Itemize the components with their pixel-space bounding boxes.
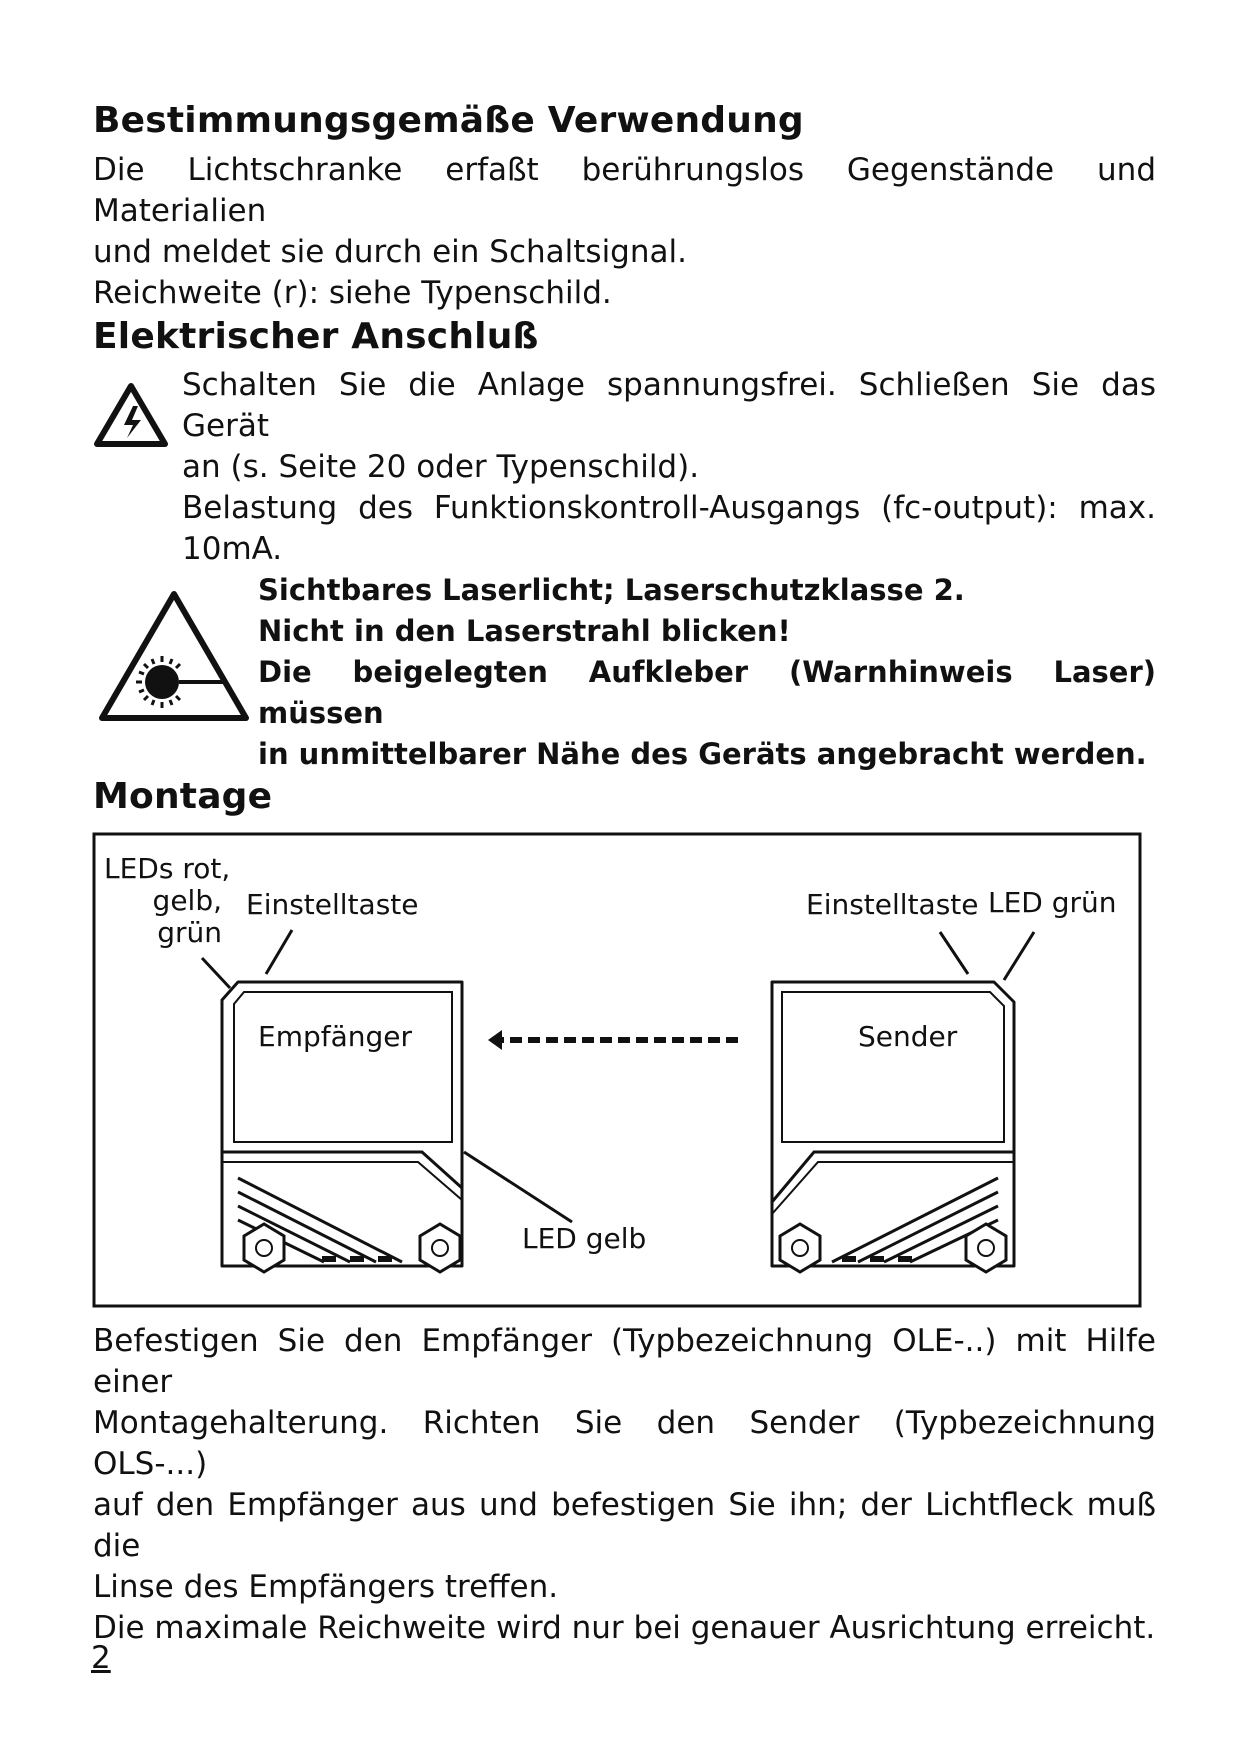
laser-radiation-warning-icon xyxy=(97,588,251,724)
text-line: in unmittelbarer Nähe des Geräts angebracht werden. xyxy=(258,737,1147,771)
intended-use-text xyxy=(93,150,1156,314)
page-number: 2 xyxy=(91,1640,111,1676)
text-line: Reichweite (r): siehe Typenschild. xyxy=(93,275,612,311)
section-title-electrical-connection: Elektrischer Anschluß xyxy=(93,316,539,357)
mounting-diagram xyxy=(92,832,1142,1308)
led-green-label: LED grün xyxy=(988,886,1117,919)
section-title-intended-use: Bestimmungsgemäße Verwendung xyxy=(93,100,804,141)
adjust-button-label-right: Einstelltaste xyxy=(806,888,979,921)
sender-label: Sender xyxy=(858,1020,958,1053)
electrical-connection-text xyxy=(182,365,1156,570)
electrical-hazard-warning-icon xyxy=(93,380,169,450)
text-line: Schalten Sie die Anlage spannungsfrei. Schließen Sie das Gerät xyxy=(182,367,1156,444)
text-line: und meldet sie durch ein Schaltsignal. xyxy=(93,234,687,270)
leds-label-line3: grün xyxy=(157,916,222,949)
adjust-button-label-left: Einstelltaste xyxy=(246,888,419,921)
receiver-label: Empfänger xyxy=(258,1020,413,1053)
text-line: Die maximale Reichweite wird nur bei genauer Ausrichtung erreicht. xyxy=(93,1610,1156,1646)
text-line: Belastung des Funktionskontroll-Ausgangs (fc-output): max. xyxy=(182,490,1156,526)
text-line: Montagehalterung. Richten Sie den Sender (Typbezeichnung OLS-...) xyxy=(93,1405,1156,1482)
section-title-mounting: Montage xyxy=(93,776,273,817)
text-line: Die Lichtschranke erfaßt berührungslos Gegenstände und Materialien xyxy=(93,152,1156,229)
text-line: an (s. Seite 20 oder Typenschild). xyxy=(182,449,700,485)
text-line: Sichtbares Laserlicht; Laserschutzklasse 2. xyxy=(258,573,965,607)
text-line: Die beigelegten Aufkleber (Warnhinweis Laser) müssen xyxy=(258,655,1156,730)
text-line: Befestigen Sie den Empfänger (Typbezeichnung OLE-..) mit Hilfe einer xyxy=(93,1323,1156,1400)
text-line: Linse des Empfängers treffen. xyxy=(93,1569,559,1605)
led-yellow-label: LED gelb xyxy=(522,1222,647,1255)
text-line: Nicht in den Laserstrahl blicken! xyxy=(258,614,791,648)
text-line: auf den Empfänger aus und befestigen Sie ihn; der Lichtfleck muß die xyxy=(93,1487,1156,1564)
text-line: 10mA. xyxy=(182,531,283,567)
mounting-text xyxy=(93,1321,1156,1649)
leds-label-line1: LEDs rot, xyxy=(104,852,231,885)
laser-warning-text xyxy=(258,570,1156,775)
leds-label-line2: gelb, xyxy=(152,884,222,917)
